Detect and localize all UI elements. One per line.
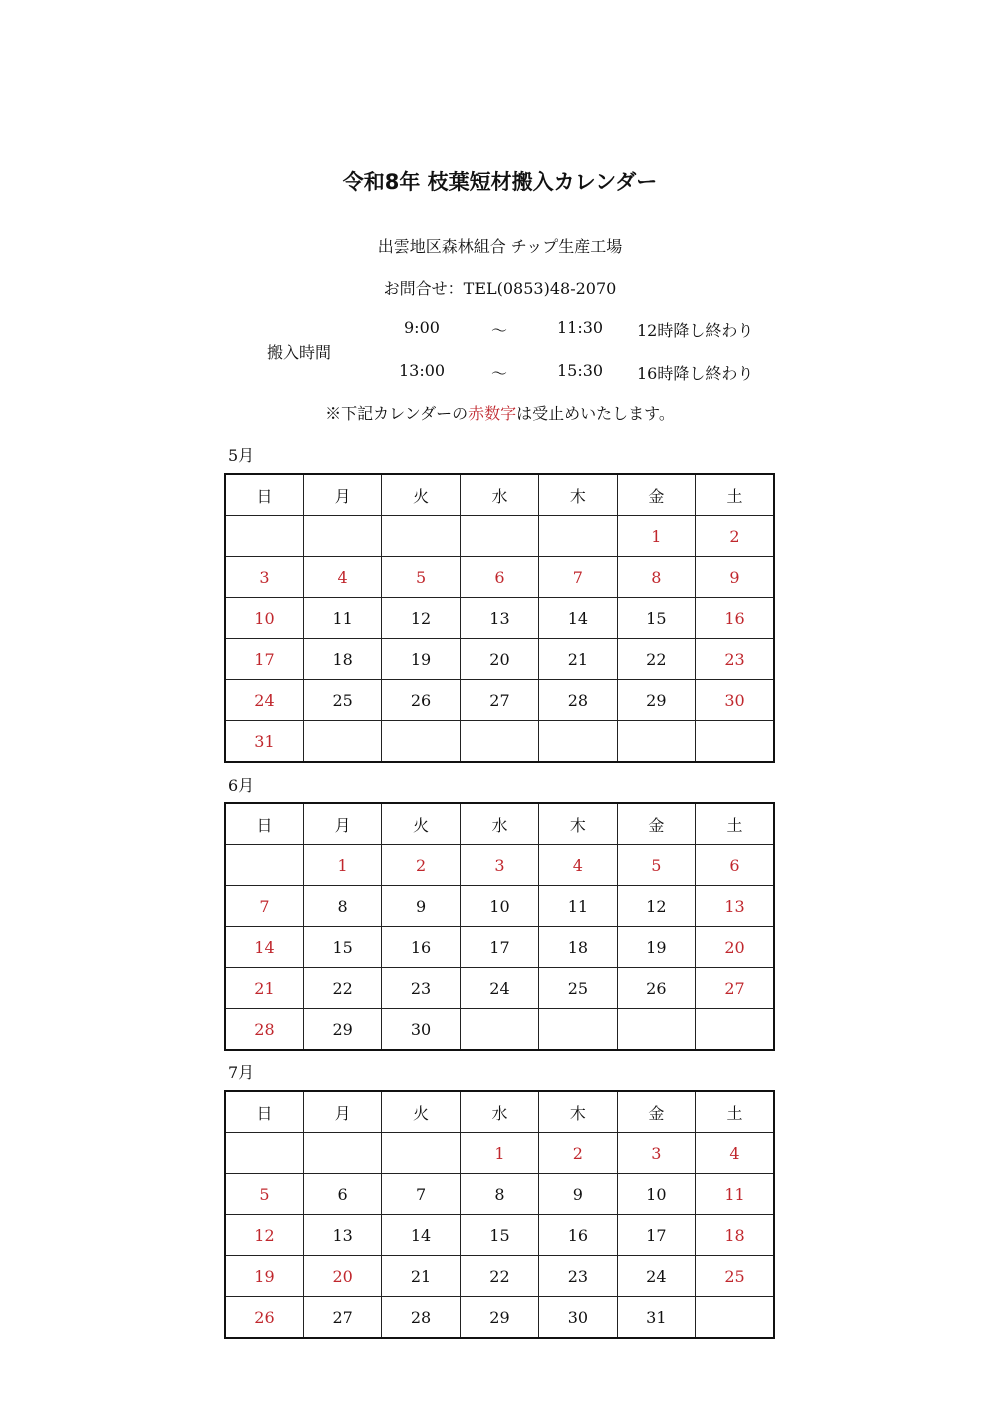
- empty-day-cell: [303, 516, 381, 557]
- day-cell: 28: [382, 1297, 460, 1339]
- note-text: ※下記カレンダーの: [325, 404, 469, 423]
- weekday-header: 火: [382, 803, 460, 845]
- hours-end: 15:30: [557, 361, 604, 380]
- hours-separator: ～: [491, 364, 508, 383]
- day-cell: 18: [303, 639, 381, 680]
- day-cell: 19: [382, 639, 460, 680]
- week-row: [225, 1174, 774, 1215]
- day-cell: 26: [225, 1297, 303, 1339]
- weekday-header-row: [225, 1091, 774, 1133]
- week-row: [225, 845, 774, 886]
- day-cell: 14: [539, 598, 617, 639]
- day-cell: 25: [696, 1256, 774, 1297]
- day-cell: 29: [617, 680, 695, 721]
- day-cell: 20: [303, 1256, 381, 1297]
- day-cell: 13: [303, 1215, 381, 1256]
- day-cell: 18: [539, 927, 617, 968]
- day-cell: 31: [225, 721, 303, 763]
- week-row: [225, 1133, 774, 1174]
- note-text: は受止めいたします。: [516, 404, 675, 423]
- day-cell: 4: [303, 557, 381, 598]
- day-cell: 12: [382, 598, 460, 639]
- day-cell: 19: [225, 1256, 303, 1297]
- day-cell: 29: [460, 1297, 538, 1339]
- hours-separator: ～: [491, 321, 508, 340]
- day-cell: 21: [225, 968, 303, 1009]
- empty-day-cell: [225, 516, 303, 557]
- day-cell: 24: [225, 680, 303, 721]
- day-cell: 11: [303, 598, 381, 639]
- day-cell: 25: [539, 968, 617, 1009]
- contact-info: お問合せ：TEL(0853)48-2070: [383, 279, 617, 298]
- day-cell: 24: [617, 1256, 695, 1297]
- empty-day-cell: [382, 1133, 460, 1174]
- day-cell: 16: [382, 927, 460, 968]
- week-row: [225, 968, 774, 1009]
- day-cell: 19: [617, 927, 695, 968]
- weekday-header-row: [225, 803, 774, 845]
- day-cell: 16: [696, 598, 774, 639]
- empty-day-cell: [225, 1133, 303, 1174]
- empty-day-cell: [460, 516, 538, 557]
- hours-end: 11:30: [557, 318, 604, 337]
- day-cell: 25: [303, 680, 381, 721]
- empty-day-cell: [696, 1009, 774, 1051]
- day-cell: 12: [225, 1215, 303, 1256]
- calendar-note: [0, 401, 1000, 424]
- day-cell: 1: [460, 1133, 538, 1174]
- day-cell: 22: [617, 639, 695, 680]
- week-row: [225, 557, 774, 598]
- weekday-header: 火: [382, 474, 460, 516]
- weekday-header: 土: [696, 1091, 774, 1133]
- day-cell: 23: [539, 1256, 617, 1297]
- day-cell: 28: [539, 680, 617, 721]
- day-cell: 27: [696, 968, 774, 1009]
- day-cell: 6: [303, 1174, 381, 1215]
- day-cell: 10: [225, 598, 303, 639]
- day-cell: 6: [696, 845, 774, 886]
- week-row: [225, 598, 774, 639]
- hours-note: 16時降し終わり: [637, 364, 754, 383]
- day-cell: 30: [539, 1297, 617, 1339]
- day-cell: 16: [539, 1215, 617, 1256]
- day-cell: 10: [617, 1174, 695, 1215]
- day-cell: 7: [539, 557, 617, 598]
- week-row: [225, 927, 774, 968]
- day-cell: 1: [303, 845, 381, 886]
- day-cell: 17: [460, 927, 538, 968]
- hours-label: 搬入時間: [267, 343, 332, 362]
- hours-start: 13:00: [399, 361, 446, 380]
- day-cell: 21: [539, 639, 617, 680]
- hours-note: 12時降し終わり: [637, 321, 754, 340]
- month-label: 7月: [228, 1063, 255, 1082]
- empty-day-cell: [382, 721, 460, 763]
- day-cell: 17: [617, 1215, 695, 1256]
- week-row: [225, 886, 774, 927]
- empty-day-cell: [696, 721, 774, 763]
- organization-name: 出雲地区森林組合 チップ生産工場: [377, 237, 623, 256]
- day-cell: 22: [303, 968, 381, 1009]
- empty-day-cell: [539, 1009, 617, 1051]
- calendar-table: [224, 1090, 775, 1339]
- day-cell: 8: [617, 557, 695, 598]
- day-cell: 18: [696, 1215, 774, 1256]
- day-cell: 2: [539, 1133, 617, 1174]
- day-cell: 26: [617, 968, 695, 1009]
- day-cell: 21: [382, 1256, 460, 1297]
- weekday-header: 火: [382, 1091, 460, 1133]
- week-row: [225, 721, 774, 763]
- day-cell: 3: [225, 557, 303, 598]
- day-cell: 23: [696, 639, 774, 680]
- day-cell: 29: [303, 1009, 381, 1051]
- week-row: [225, 1297, 774, 1339]
- month-label: 5月: [228, 446, 255, 465]
- weekday-header: 金: [617, 474, 695, 516]
- week-row: [225, 1256, 774, 1297]
- day-cell: 8: [460, 1174, 538, 1215]
- day-cell: 15: [460, 1215, 538, 1256]
- day-cell: 4: [696, 1133, 774, 1174]
- day-cell: 30: [382, 1009, 460, 1051]
- day-cell: 11: [696, 1174, 774, 1215]
- day-cell: 15: [303, 927, 381, 968]
- day-cell: 5: [382, 557, 460, 598]
- day-cell: 13: [696, 886, 774, 927]
- day-cell: 2: [696, 516, 774, 557]
- empty-day-cell: [460, 1009, 538, 1051]
- day-cell: 24: [460, 968, 538, 1009]
- weekday-header: 水: [460, 1091, 538, 1133]
- day-cell: 7: [225, 886, 303, 927]
- weekday-header: 月: [303, 1091, 381, 1133]
- day-cell: 8: [303, 886, 381, 927]
- calendar-table: [224, 473, 775, 763]
- day-cell: 10: [460, 886, 538, 927]
- empty-day-cell: [303, 721, 381, 763]
- day-cell: 22: [460, 1256, 538, 1297]
- weekday-header: 金: [617, 1091, 695, 1133]
- empty-day-cell: [696, 1297, 774, 1339]
- day-cell: 26: [382, 680, 460, 721]
- day-cell: 3: [460, 845, 538, 886]
- weekday-header: 土: [696, 803, 774, 845]
- month-label: 6月: [228, 776, 255, 795]
- day-cell: 4: [539, 845, 617, 886]
- empty-day-cell: [539, 516, 617, 557]
- day-cell: 6: [460, 557, 538, 598]
- day-cell: 17: [225, 639, 303, 680]
- weekday-header: 金: [617, 803, 695, 845]
- day-cell: 27: [303, 1297, 381, 1339]
- week-row: [225, 639, 774, 680]
- empty-day-cell: [303, 1133, 381, 1174]
- week-row: [225, 1215, 774, 1256]
- weekday-header: 月: [303, 803, 381, 845]
- day-cell: 23: [382, 968, 460, 1009]
- day-cell: 7: [382, 1174, 460, 1215]
- calendar-table: [224, 802, 775, 1051]
- day-cell: 28: [225, 1009, 303, 1051]
- weekday-header: 水: [460, 803, 538, 845]
- empty-day-cell: [225, 845, 303, 886]
- day-cell: 2: [382, 845, 460, 886]
- day-cell: 3: [617, 1133, 695, 1174]
- day-cell: 31: [617, 1297, 695, 1339]
- day-cell: 14: [225, 927, 303, 968]
- week-row: [225, 1009, 774, 1051]
- note-highlight: 赤数字: [468, 404, 517, 423]
- day-cell: 20: [696, 927, 774, 968]
- weekday-header: 木: [539, 803, 617, 845]
- day-cell: 9: [696, 557, 774, 598]
- day-cell: 20: [460, 639, 538, 680]
- day-cell: 9: [539, 1174, 617, 1215]
- empty-day-cell: [539, 721, 617, 763]
- weekday-header: 水: [460, 474, 538, 516]
- day-cell: 14: [382, 1215, 460, 1256]
- day-cell: 13: [460, 598, 538, 639]
- weekday-header-row: [225, 474, 774, 516]
- week-row: [225, 680, 774, 721]
- empty-day-cell: [382, 516, 460, 557]
- day-cell: 5: [617, 845, 695, 886]
- empty-day-cell: [617, 1009, 695, 1051]
- day-cell: 9: [382, 886, 460, 927]
- week-row: [225, 516, 774, 557]
- day-cell: 15: [617, 598, 695, 639]
- weekday-header: 月: [303, 474, 381, 516]
- weekday-header: 日: [225, 474, 303, 516]
- weekday-header: 木: [539, 1091, 617, 1133]
- page-title: 令和8年 枝葉短材搬入カレンダー: [342, 170, 658, 194]
- empty-day-cell: [460, 721, 538, 763]
- day-cell: 5: [225, 1174, 303, 1215]
- day-cell: 12: [617, 886, 695, 927]
- hours-start: 9:00: [404, 318, 440, 337]
- weekday-header: 土: [696, 474, 774, 516]
- weekday-header: 日: [225, 1091, 303, 1133]
- weekday-header: 木: [539, 474, 617, 516]
- day-cell: 30: [696, 680, 774, 721]
- empty-day-cell: [617, 721, 695, 763]
- day-cell: 27: [460, 680, 538, 721]
- weekday-header: 日: [225, 803, 303, 845]
- day-cell: 11: [539, 886, 617, 927]
- day-cell: 1: [617, 516, 695, 557]
